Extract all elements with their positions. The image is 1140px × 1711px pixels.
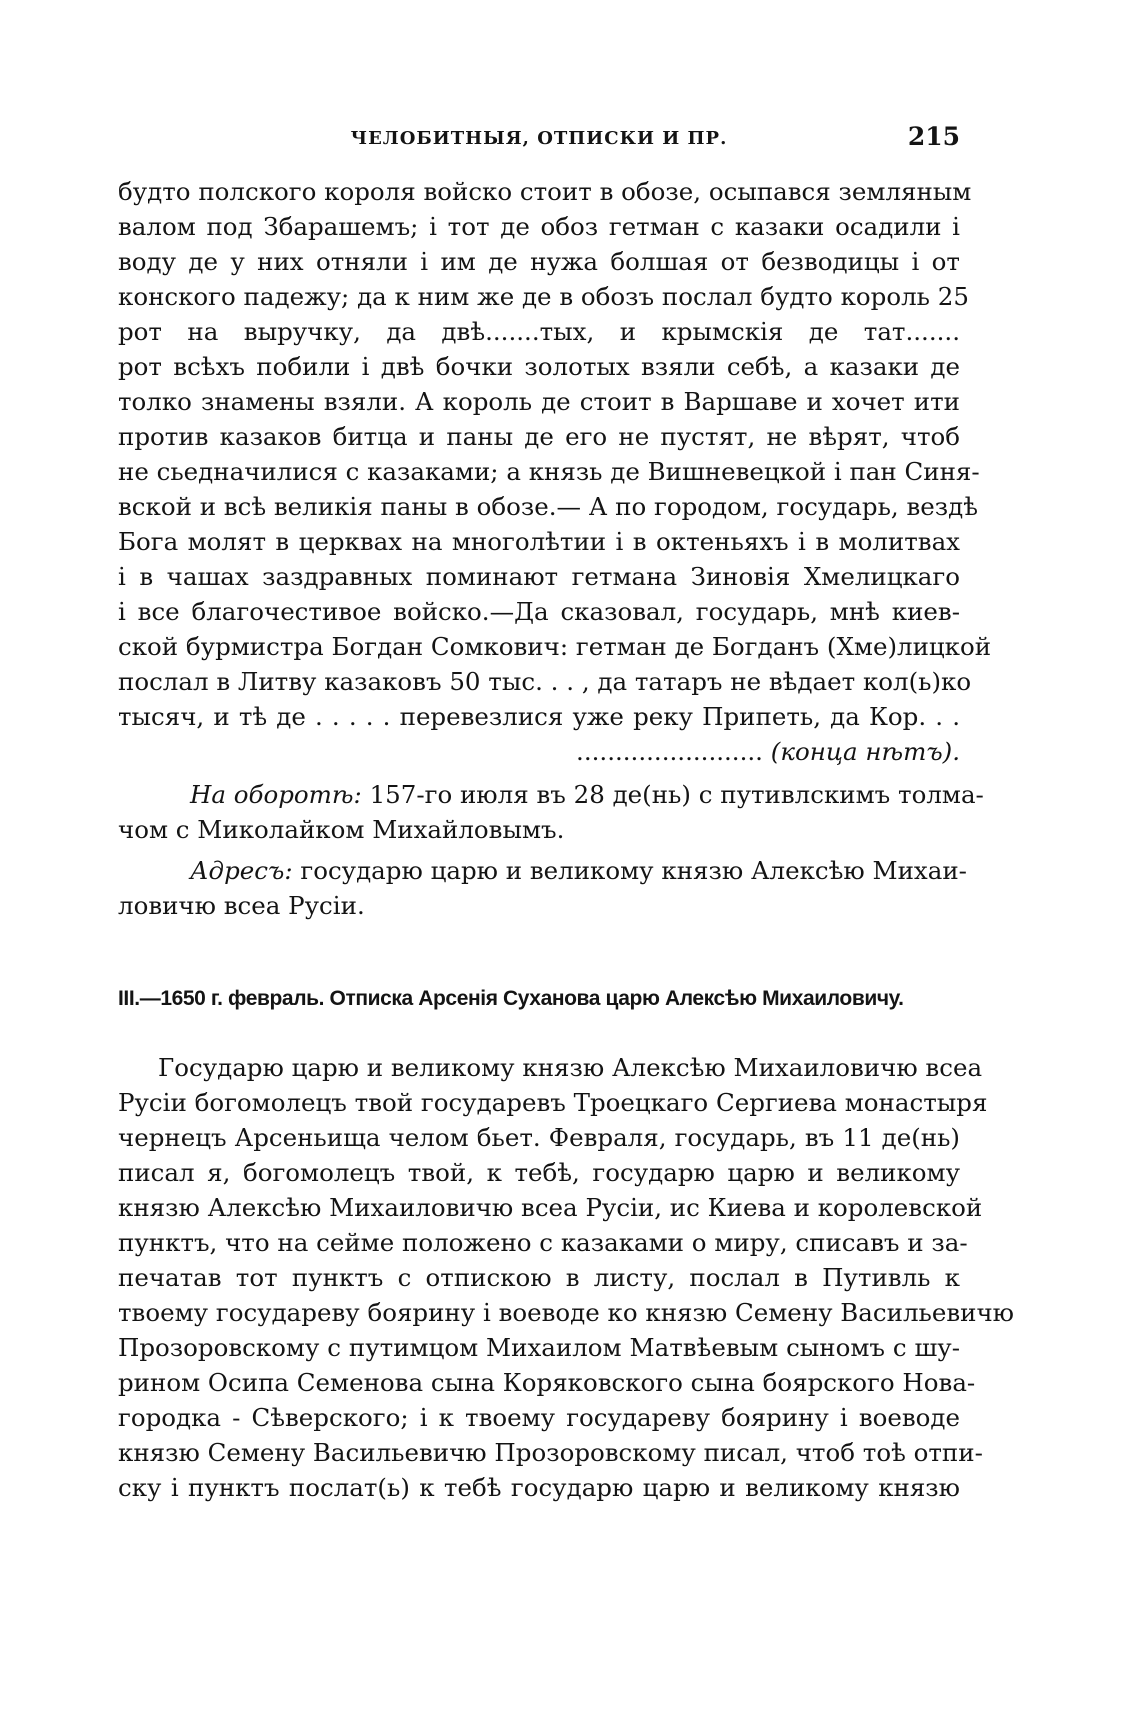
text-line: не сьедначилися с казаками; а князь де Вишневецкой і пан Синя- bbox=[118, 457, 980, 486]
text-line: пунктъ, что на сейме положено с казаками о миру, списавъ и за- bbox=[118, 1228, 968, 1257]
text-line: твоему государеву боярину і воеводе ко князю Семену Васильевичю bbox=[118, 1298, 1015, 1327]
text-line: і в чашах заздравных поминают гетмана Зиновія Хмелицкаго bbox=[118, 562, 960, 591]
address-line-2: ловичю всеа Русіи. bbox=[118, 891, 365, 920]
text-line: вской и всѣ великія паны в обозе.— А по городом, государь, вездѣ bbox=[118, 492, 979, 521]
address-label: Адресъ: bbox=[190, 856, 293, 885]
running-head bbox=[118, 124, 960, 154]
document-heading: III.—1650 г. февраль. Отписка Арсенія Суханова царю Алексѣю Михаиловичу. bbox=[118, 987, 904, 1010]
verso-line bbox=[118, 777, 984, 813]
text-line: князю Алексѣю Михаиловичю всеа Русіи, ис Киева и королевской bbox=[118, 1193, 983, 1222]
text-line: Русіи богомолецъ твой государевъ Троецкаго Сергиева монастыря bbox=[118, 1088, 988, 1117]
text-line: против казаков битца и паны де его не пустят, не вѣрят, чтоб bbox=[118, 422, 960, 451]
lost-end-note: (конца нѣтъ). bbox=[770, 737, 960, 766]
text-line: послал в Литву казаковъ 50 тыс. . . , да татаръ не вѣдает кол(ь)ко bbox=[118, 667, 972, 696]
verso-label: На оборотѣ: bbox=[190, 780, 362, 809]
text-line: і все благочестивое войско.—Да сказовал, государь, мнѣ киев- bbox=[118, 597, 960, 626]
text-line: толко знамены взяли. А король де стоит в Варшаве и хочет ити bbox=[118, 387, 960, 416]
text-line: рот всѣхъ побили і двѣ бочки золотых взяли себѣ, а казаки де bbox=[118, 352, 960, 381]
lost-end-line bbox=[118, 734, 960, 770]
text-line: валом под Збарашемъ; і тот де обоз гетман с казаки осадили і bbox=[118, 212, 960, 241]
text-line: писал я, богомолецъ твой, к тебѣ, государю царю и великому bbox=[118, 1158, 960, 1187]
running-title: ЧЕЛОБИТНЫЯ, ОТПИСКИ И ПР. bbox=[350, 128, 728, 149]
text-line: Прозоровскому с путимцом Михаилом Матвѣевым сыномъ с шу- bbox=[118, 1333, 960, 1362]
text-line: Бога молят в церквах на многолѣтии і в октеньяхъ і в молитвах bbox=[118, 527, 960, 556]
text-line: городка - Сѣверского; і к твоему государеву боярину і воеводе bbox=[118, 1403, 960, 1432]
text-line: ской бурмистра Богдан Сомкович: гетман де Богданъ (Хме)лицкой bbox=[118, 632, 992, 661]
text-line: рином Осипа Семенова сына Коряковского сына боярского Нова- bbox=[118, 1368, 976, 1397]
text-line: чернецъ Арсеньища челом бьет. Февраля, государь, въ 11 де(нь) bbox=[118, 1123, 960, 1152]
text-line: рот на выручку, да двѣ.......тых, и крымскія де тат....... bbox=[118, 317, 960, 346]
address-text: государю царю и великому князю Алексѣю Михаи- bbox=[300, 856, 967, 885]
address-line bbox=[118, 853, 967, 889]
verso-text: 157-го июля въ 28 де(нь) с путивлскимъ толма- bbox=[369, 780, 984, 809]
text-line: ску і пунктъ послат(ь) к тебѣ государю царю и великому князю bbox=[118, 1473, 960, 1502]
text-line: тысяч, и тѣ де . . . . . перевезлися уже реку Припеть, да Кор. . . bbox=[118, 702, 960, 731]
text-line: печатав тот пунктъ с отпискою в листу, послал в Путивль к bbox=[118, 1263, 960, 1292]
text-line: воду де у них отняли і им де нужа болшая от безводицы і от bbox=[118, 247, 960, 276]
lost-end-dots: ........................ bbox=[576, 737, 763, 766]
text-line: Государю царю и великому князю Алексѣю Михаиловичю всеа bbox=[158, 1053, 983, 1082]
text-line: конского падежу; да к ним же де в обозъ послал будто король 25 bbox=[118, 282, 969, 311]
text-line: будто полского короля войско стоит в обозе, осыпався земляным bbox=[118, 177, 972, 206]
verso-line-2: чом с Миколайком Михайловымъ. bbox=[118, 815, 565, 844]
page-number: 215 bbox=[907, 122, 960, 151]
text-line: князю Семену Васильевичю Прозоровскому писал, чтоб тоѣ отпи- bbox=[118, 1438, 983, 1467]
